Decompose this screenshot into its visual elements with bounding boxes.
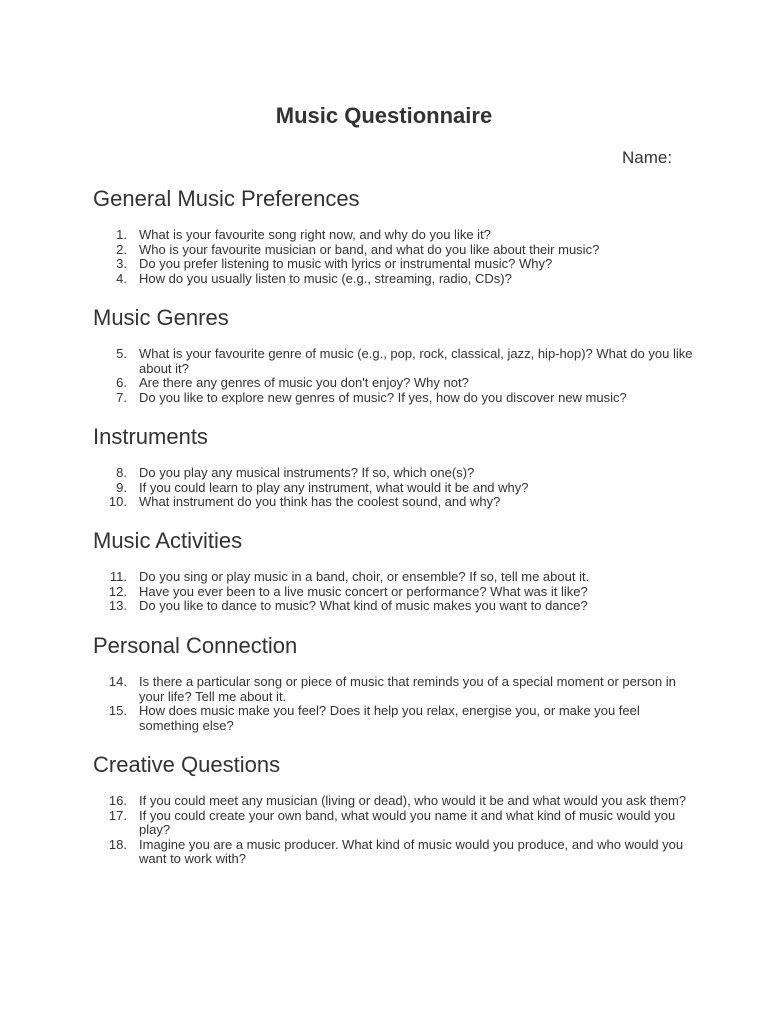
question-text: How do you usually listen to music (e.g., streaming, radio, CDs)? <box>139 270 512 286</box>
section <box>93 305 693 405</box>
document-title: Music Questionnaire <box>275 103 493 128</box>
question-item <box>93 838 693 867</box>
section <box>93 633 693 733</box>
question-text: Do you play any musical instruments? If so, which one(s)? <box>139 465 475 480</box>
question-list <box>93 347 693 405</box>
question-item <box>93 794 693 809</box>
question-text: If you could learn to play any instrument, what would it be and why? <box>139 479 529 495</box>
question-number: 6. <box>116 375 127 391</box>
question-list <box>93 228 693 286</box>
section-heading: General Music Preferences <box>93 186 360 211</box>
question-item <box>93 466 693 481</box>
question-number: 4. <box>116 270 127 286</box>
question-item <box>93 585 693 600</box>
question-item <box>93 809 693 838</box>
question-item <box>93 272 693 287</box>
question-number: 10. <box>108 494 127 510</box>
question-list <box>93 794 693 867</box>
question-number: 17. <box>108 807 127 823</box>
question-list <box>93 675 693 733</box>
question-number: 9. <box>116 479 127 495</box>
question-item <box>93 599 693 614</box>
question-item <box>93 481 693 496</box>
section <box>93 186 693 286</box>
question-text: Do you prefer listening to music with lyrics or instrumental music? Why? <box>139 256 553 272</box>
question-number: 12. <box>108 583 127 599</box>
question-item <box>93 228 693 243</box>
question-item <box>93 704 693 733</box>
question-number: 18. <box>108 836 127 852</box>
question-item <box>93 376 693 391</box>
question-text: Do you like to dance to music? What kind of music makes you want to dance? <box>139 598 588 614</box>
section <box>93 752 693 867</box>
question-item <box>93 257 693 272</box>
question-number: 5. <box>116 346 127 361</box>
question-text: Imagine you are a music producer. What kind of music would you produce, and who would you want to work with? <box>139 836 684 867</box>
question-list <box>93 466 693 510</box>
name-label: Name: <box>622 148 673 167</box>
section <box>93 424 693 510</box>
question-number: 3. <box>116 256 127 272</box>
question-text: How does music make you feel? Does it help you relax, energise you, or make you feel something else? <box>139 703 640 733</box>
section-heading: Personal Connection <box>93 633 298 658</box>
question-text: Do you like to explore new genres of music? If yes, how do you discover new music? <box>139 389 627 405</box>
section-heading: Music Genres <box>93 305 229 330</box>
question-text: Do you sing or play music in a band, choir, or ensemble? If so, tell me about it. <box>139 569 590 584</box>
section-heading: Instruments <box>93 424 208 449</box>
question-item <box>93 495 693 510</box>
question-item <box>93 243 693 258</box>
question-item <box>93 347 693 376</box>
question-item <box>93 675 693 704</box>
question-number: 8. <box>116 465 127 480</box>
question-text: Are there any genres of music you don't enjoy? Why not? <box>139 375 469 391</box>
question-number: 14. <box>108 674 127 689</box>
question-number: 1. <box>116 227 127 242</box>
question-number: 16. <box>108 793 127 808</box>
question-text: Is there a particular song or piece of music that reminds you of a special moment or person in your life? Tell me about it. <box>139 674 676 704</box>
section-heading: Music Activities <box>93 528 243 553</box>
question-text: Have you ever been to a live music concert or performance? What was it like? <box>139 583 588 599</box>
question-number: 15. <box>108 703 127 719</box>
question-text: What is your favourite song right now, and why do you like it? <box>139 227 491 242</box>
question-number: 2. <box>116 241 127 257</box>
question-item <box>93 391 693 406</box>
question-text: Who is your favourite musician or band, and what do you like about their music? <box>139 241 600 257</box>
question-number: 7. <box>116 389 127 405</box>
question-text: If you could create your own band, what would you name it and what kind of music would you play? <box>139 807 676 838</box>
question-text: What is your favourite genre of music (e.g., pop, rock, classical, jazz, hip-hop)? What do you like about it? <box>139 346 693 376</box>
question-number: 13. <box>108 598 127 614</box>
question-text: If you could meet any musician (living or dead), who would it be and what would you ask them? <box>139 793 687 808</box>
question-text: What instrument do you think has the coolest sound, and why? <box>139 494 501 510</box>
question-list <box>93 570 693 614</box>
section-heading: Creative Questions <box>93 752 281 777</box>
question-number: 11. <box>109 569 127 584</box>
question-item <box>93 570 693 585</box>
section <box>93 528 693 614</box>
